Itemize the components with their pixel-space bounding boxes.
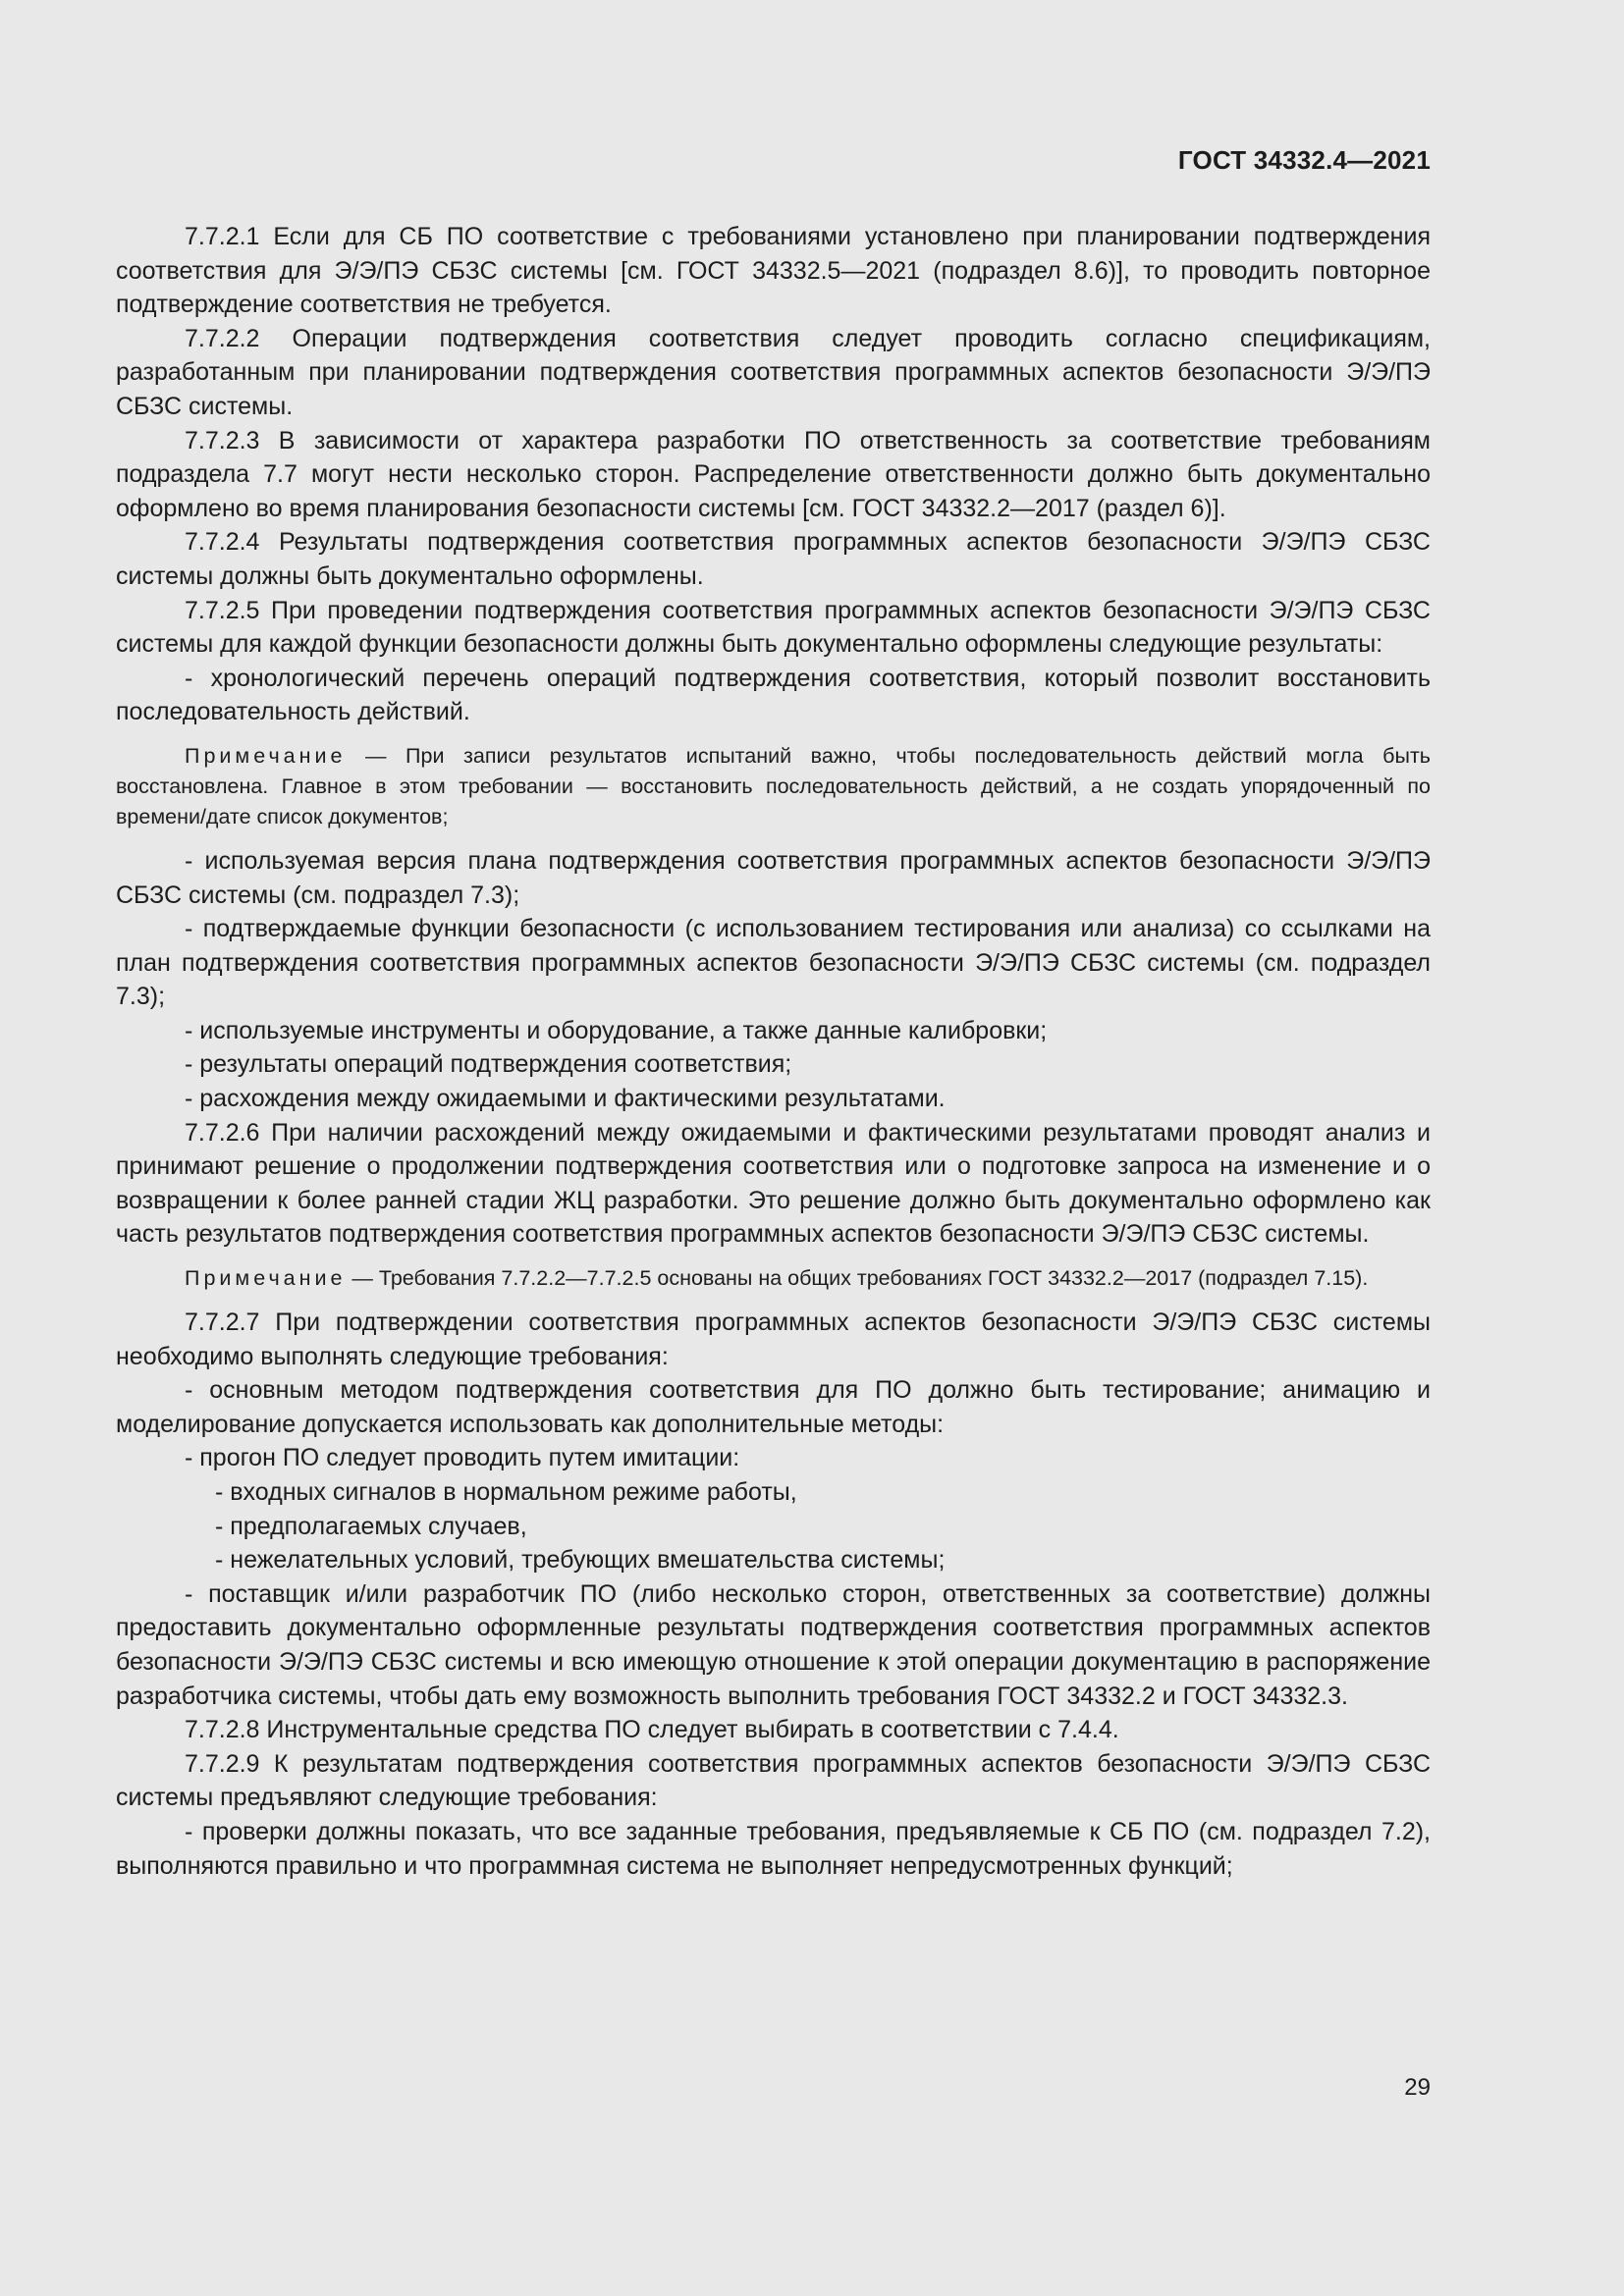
sub-list-item: - предполагаемых случаев,: [215, 1512, 527, 1540]
clause-7-7-2-6: 7.7.2.6 При наличии расхождений между ожидаемыми и фактическими результатами проводят анализ и принимают решение о продолжении подтверждения соответствия или о подготовке запроса на изменение и о возвращении к более ранней стадии ЖЦ разработки. Это решение должно быть документально оформлено как часть результатов подтверждения соответствия программных аспектов безопасности Э/Э/ПЭ СБЗС системы.: [116, 1118, 1431, 1249]
clause-7-7-2-7: 7.7.2.7 При подтверждении соответствия программных аспектов безопасности Э/Э/ПЭ СБЗС системы необходимо выполнять следующие требования:: [116, 1308, 1431, 1370]
clause-7-7-2-8: 7.7.2.8 Инструментальные средства ПО следует выбирать в соответствии с 7.4.4.: [185, 1716, 1119, 1744]
page-number: 29: [1404, 2074, 1431, 2101]
document-id-header: ГОСТ 34332.4—2021: [1177, 145, 1431, 175]
list-item: - результаты операций подтверждения соответствия;: [185, 1050, 792, 1079]
clause-7-7-2-9: 7.7.2.9 К результатам подтверждения соответствия программных аспектов безопасности Э/Э/ПЭ СБЗС системы предъявляют следующие требования:: [116, 1749, 1431, 1812]
list-item: - подтверждаемые функции безопасности (с использованием тестирования или анализа) со ссылками на план подтверждения соответствия программных аспектов безопасности Э/Э/ПЭ СБЗС системы (см. подраздел 7.3);: [116, 915, 1431, 1011]
list-item: - поставщик и/или разработчик ПО (либо несколько сторон, ответственных за соответствие) должны предоставить документально оформленные результаты подтверждения соответствия программных аспектов безопасности Э/Э/ПЭ СБЗС системы и всю имеющую отношение к этой операции документацию в распоряжение разработчика системы, чтобы дать ему возможность выполнить требования ГОСТ 34332.2 и ГОСТ 34332.3.: [116, 1579, 1431, 1710]
clause-7-7-2-1: 7.7.2.1 Если для СБ ПО соответствие с требованиями установлено при планировании подтверждения соответствия для Э/Э/ПЭ СБЗС системы [см. ГОСТ 34332.5—2021 (подраздел 8.6)], то проводить повторное подтверждение соответствия не требуется.: [116, 223, 1431, 319]
list-item: - хронологический перечень операций подтверждения соответствия, который позволит восстановить последовательность действий.: [116, 664, 1431, 726]
clause-7-7-2-3: 7.7.2.3 В зависимости от характера разработки ПО ответственность за соответствие требованиям подраздела 7.7 могут нести несколько сторон. Распределение ответственности должно быть документально оформлено во время планирования безопасности системы [см. ГОСТ 34332.2—2017 (раздел 6)].: [116, 426, 1431, 522]
list-item: - используемая версия плана подтверждения соответствия программных аспектов безопасности Э/Э/ПЭ СБЗС системы (см. подраздел 7.3);: [116, 846, 1431, 909]
note-text: — Требования 7.7.2.2—7.7.2.5 основаны на общих требованиях ГОСТ 34332.2—2017 (подраздел 7.15).: [346, 1266, 1369, 1291]
clause-7-7-2-4: 7.7.2.4 Результаты подтверждения соответствия программных аспектов безопасности Э/Э/ПЭ СБЗС системы должны быть документально оформлены.: [116, 528, 1431, 590]
note-1: [116, 741, 1431, 832]
note-label: Примечание: [185, 1266, 347, 1291]
note-label: Примечание: [185, 743, 347, 768]
clause-7-7-2-5: 7.7.2.5 При проведении подтверждения соответствия программных аспектов безопасности Э/Э/ПЭ СБЗС системы для каждой функции безопасности должны быть документально оформлены следующие результаты:: [116, 596, 1431, 659]
list-item: - расхождения между ожидаемыми и фактическими результатами.: [185, 1085, 946, 1113]
document-body: [116, 220, 1431, 1883]
list-item: - проверки должны показать, что все заданные требования, предъявляемые к СБ ПО (см. подраздел 7.2), выполняются правильно и что программная система не выполняет непредусмотренных функций;: [116, 1817, 1431, 1880]
list-item: - основным методом подтверждения соответствия для ПО должно быть тестирование; анимацию и моделирование допускается использовать как дополнительные методы:: [116, 1376, 1431, 1438]
clause-7-7-2-2: 7.7.2.2 Операции подтверждения соответствия следует проводить согласно спецификациям, разработанным при планировании подтверждения соответствия программных аспектов безопасности Э/Э/ПЭ СБЗС системы.: [116, 324, 1431, 420]
list-item: - используемые инструменты и оборудование, а также данные калибровки;: [185, 1016, 1048, 1044]
sub-list-item: - нежелательных условий, требующих вмешательства системы;: [215, 1546, 946, 1575]
sub-list-item: - входных сигналов в нормальном режиме работы,: [215, 1478, 797, 1506]
note-2: [116, 1263, 1431, 1294]
note-text: — При записи результатов испытаний важно, чтобы последовательность действий могла быть восстановлена. Главное в этом требовании — восстановить последовательность действий, а не создать упорядоченный по времени/дате список документов;: [116, 743, 1431, 828]
list-item: - прогон ПО следует проводить путем имитации:: [185, 1444, 740, 1472]
